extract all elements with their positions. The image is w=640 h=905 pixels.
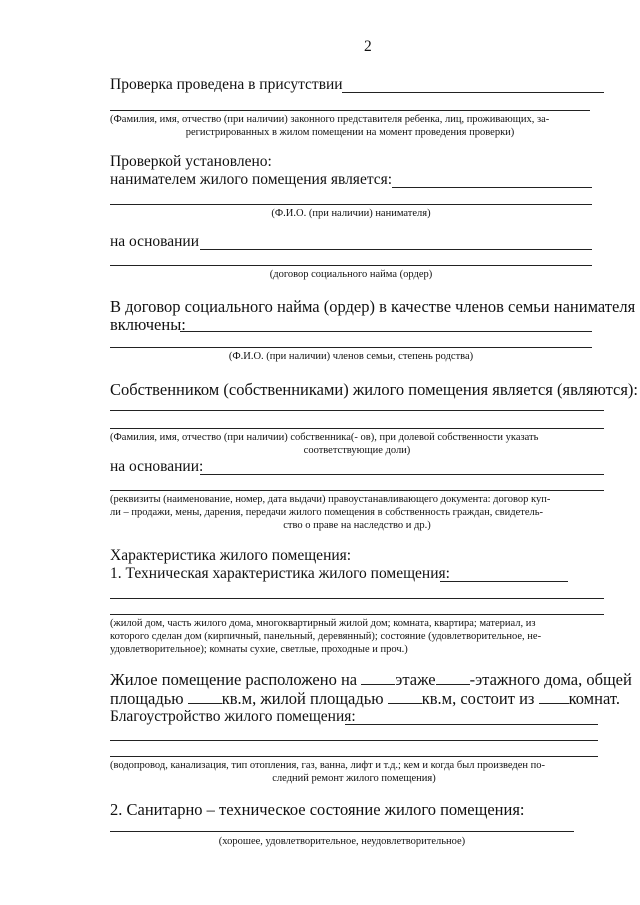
location-text-b: этаже (395, 670, 436, 689)
location-line (110, 670, 632, 690)
owner-doc-caption-2: ли – продажи, мены, дарения, передачи жилого помещения в собственность граждан, свидетель- (110, 507, 544, 518)
presence-caption-1: (Фамилия, имя, отчество (при наличии) законного представителя ребенка, лиц, проживающих, за- (110, 114, 550, 125)
tenant-fill-line[interactable] (392, 187, 592, 188)
tech-fill-line[interactable] (440, 581, 568, 582)
living-area-field[interactable] (388, 691, 422, 704)
presence-label: Проверка проведена в присутствии (110, 76, 343, 93)
basis-caption: (договор социального найма (ордер) (269, 269, 433, 280)
family-fill-line-2[interactable] (110, 347, 592, 348)
sanitary-label: 2. Санитарно – техническое состояние жилого помещения: (110, 800, 525, 819)
amenities-label: Благоустройство жилого помещения: (110, 708, 356, 725)
owner-basis-fill-line-2[interactable] (110, 490, 604, 491)
amenities-fill-line-3[interactable] (110, 756, 598, 757)
amenities-fill-line-2[interactable] (110, 740, 598, 741)
basis-fill-line-2[interactable] (110, 265, 592, 266)
tech-fill-line-3[interactable] (110, 614, 604, 615)
area-text-b: кв.м, жилой площадью (221, 689, 384, 708)
owner-basis-label: на основании: (110, 458, 204, 475)
tenant-fill-line-2[interactable] (110, 204, 592, 205)
presence-fill-line[interactable] (342, 92, 604, 93)
owner-doc-caption-1: (реквизиты (наименование, номер, дата выдачи) правоустанавливающего документа: договор куп- (110, 494, 551, 505)
location-text-c: -этажного дома, общей (469, 670, 632, 689)
owner-fill-line-2[interactable] (110, 428, 604, 429)
tech-caption-3: удовлетворительное); комнаты сухие, светлые, проходные и проч.) (110, 644, 408, 655)
area-text-a: площадью (110, 689, 184, 708)
owner-fill-line[interactable] (110, 410, 604, 411)
owner-caption-1: (Фамилия, имя, отчество (при наличии) собственника(- ов), при долевой собственности указать (110, 432, 539, 443)
presence-fill-line-2[interactable] (110, 110, 590, 111)
floors-total-field[interactable] (436, 672, 470, 685)
sanitary-caption: (хорошее, удовлетворительное, неудовлетворительное) (218, 836, 466, 847)
area-text-c: кв.м, состоит из (421, 689, 535, 708)
amenities-caption-2: следний ремонт жилого помещения) (272, 773, 436, 784)
amenities-fill-line[interactable] (345, 724, 598, 725)
page-number: 2 (364, 38, 372, 55)
owner-label: Собственником (собственниками) жилого помещения является (являются): (110, 380, 638, 399)
owner-basis-fill-line[interactable] (200, 474, 604, 475)
tech-label: 1. Техническая характеристика жилого помещения: (110, 565, 450, 582)
tech-fill-line-2[interactable] (110, 598, 604, 599)
floor-field[interactable] (361, 672, 395, 685)
rooms-count-field[interactable] (539, 691, 569, 704)
area-text-d: комнат. (568, 689, 620, 708)
tenant-label: нанимателем жилого помещения является: (110, 171, 393, 188)
family-caption: (Ф.И.О. (при наличии) членов семьи, степень родства) (228, 351, 474, 362)
owner-doc-caption-3: ство о праве на наследство и др.) (283, 520, 431, 531)
owner-caption-2: соответствующие доли) (303, 445, 411, 456)
basis-fill-line[interactable] (200, 249, 592, 250)
total-area-field[interactable] (188, 691, 222, 704)
established-heading: Проверкой установлено: (110, 153, 272, 170)
basis-label: на основании (110, 233, 199, 250)
area-line (110, 689, 620, 709)
sanitary-fill-line[interactable] (110, 831, 574, 832)
family-fill-line[interactable] (180, 331, 592, 332)
tenant-caption: (Ф.И.О. (при наличии) нанимателя) (271, 208, 431, 219)
characteristics-heading: Характеристика жилого помещения: (110, 547, 352, 564)
family-text-2: включены: (110, 315, 186, 334)
location-text-a: Жилое помещение расположено на (110, 670, 358, 689)
amenities-caption-1: (водопровод, канализация, тип отопления, газ, ванна, лифт и т.д.; кем и когда был произведен по- (110, 760, 545, 771)
tech-caption-2: которого сделан дом (кирпичный, панельный, деревянный); состояние (удовлетворительное, не- (110, 631, 542, 642)
presence-caption-2: регистрированных в жилом помещении на момент проведения проверки) (185, 127, 515, 138)
tech-caption-1: (жилой дом, часть жилого дома, многоквартирный жилой дом; комната, квартира; материал, из (110, 618, 536, 629)
family-text-1: В договор социального найма (ордер) в качестве членов семьи нанимателя (110, 297, 636, 316)
